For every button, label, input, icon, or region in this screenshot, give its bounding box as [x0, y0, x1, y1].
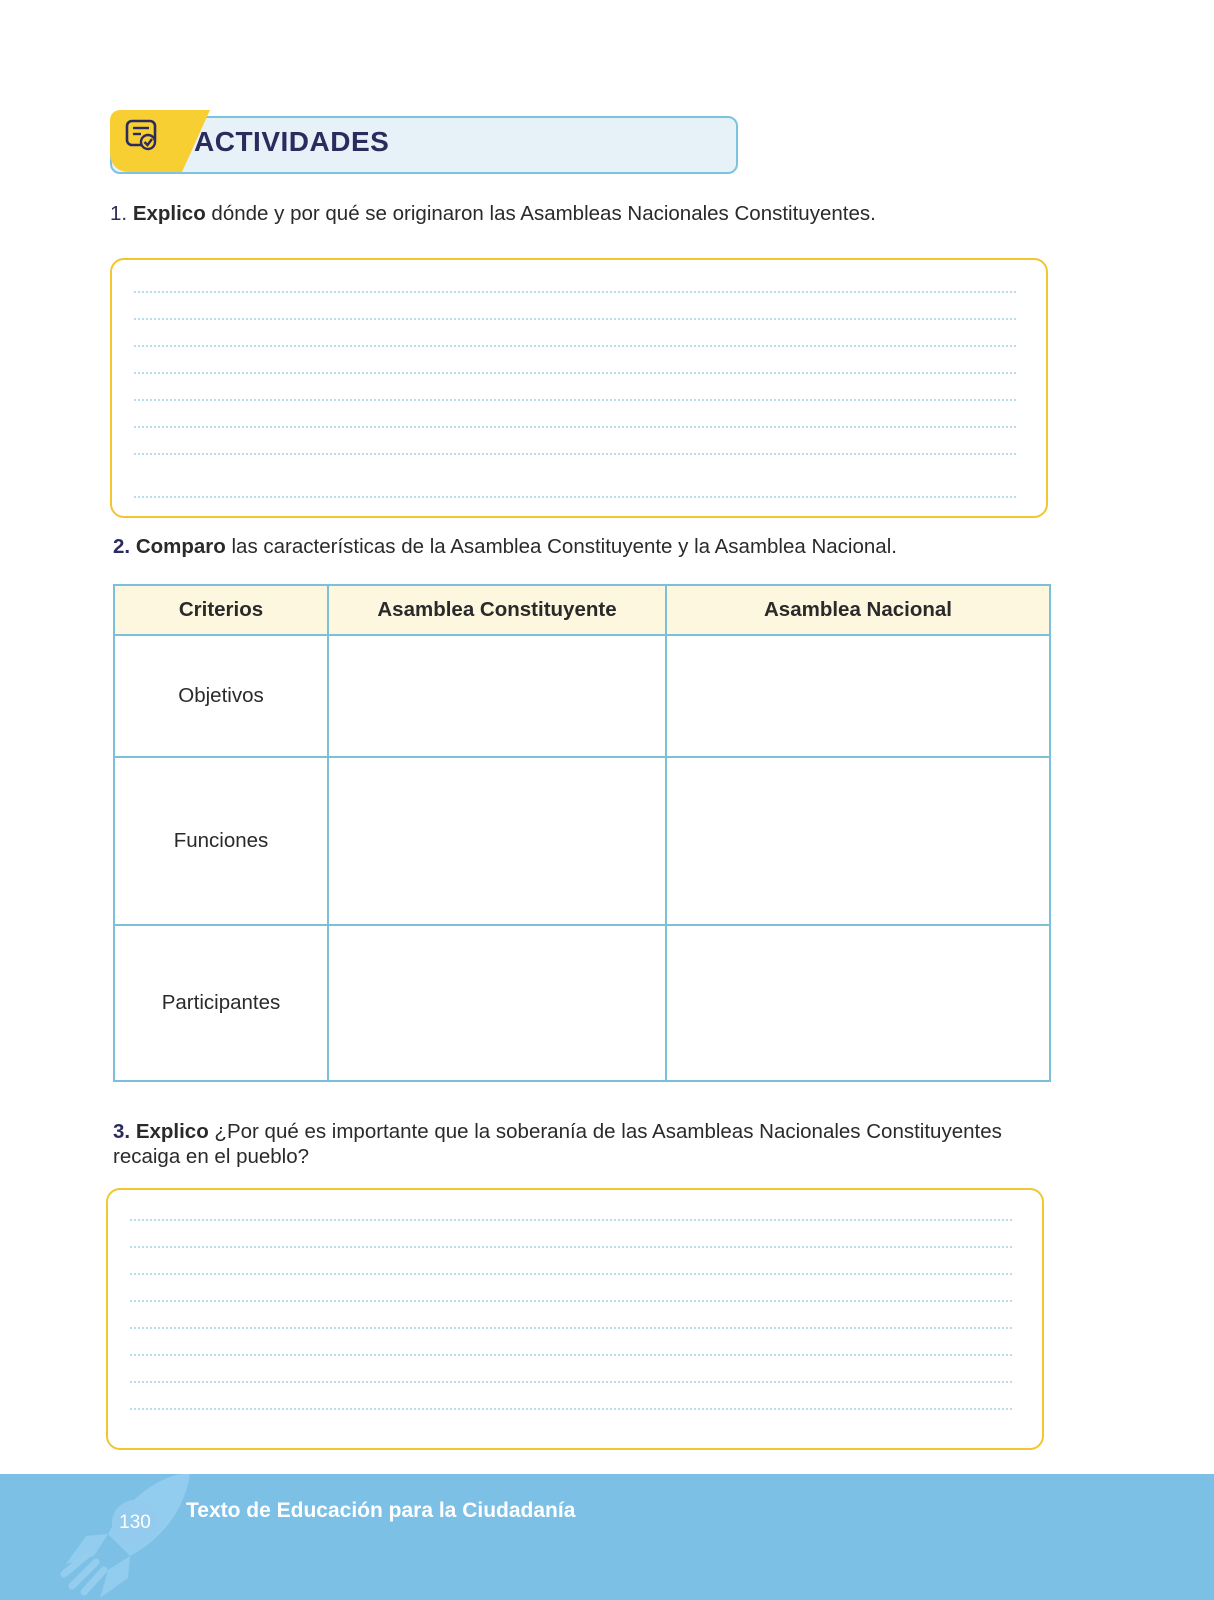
writing-line: [134, 453, 1016, 455]
writing-line: [134, 345, 1016, 347]
answer-cell[interactable]: [666, 635, 1050, 757]
writing-line: [134, 496, 1016, 498]
section-title: ACTIVIDADES: [194, 126, 390, 157]
criteria-cell: Objetivos: [114, 635, 328, 757]
answer-box-1[interactable]: [110, 258, 1048, 518]
criteria-cell: Funciones: [114, 757, 328, 925]
writing-line: [130, 1408, 1012, 1410]
table-row: [114, 757, 1050, 925]
checklist-icon: [124, 118, 160, 152]
question-number: 3.: [113, 1120, 131, 1143]
question-number: 2.: [113, 535, 131, 558]
answer-cell[interactable]: [328, 757, 666, 925]
question-verb: Explico: [132, 202, 206, 225]
comparison-table: [113, 584, 1051, 1082]
book-title: Texto de Educación para la Ciudadanía: [186, 1499, 576, 1522]
question-1: [110, 201, 1110, 226]
question-verb: Explico: [135, 1120, 209, 1143]
answer-box-3[interactable]: [106, 1188, 1044, 1450]
question-number: 1.: [110, 202, 128, 225]
writing-line: [134, 399, 1016, 401]
answer-cell[interactable]: [666, 925, 1050, 1081]
answer-cell[interactable]: [328, 925, 666, 1081]
writing-line: [130, 1246, 1012, 1248]
writing-line: [130, 1219, 1012, 1221]
column-header: Asamblea Nacional: [666, 585, 1050, 635]
question-2: [113, 534, 1113, 559]
table-row: [114, 635, 1050, 757]
writing-line: [134, 318, 1016, 320]
criteria-cell: Participantes: [114, 925, 328, 1081]
table-row: [114, 925, 1050, 1081]
writing-line: [130, 1381, 1012, 1383]
question-3: [113, 1119, 1073, 1169]
table-header-row: [114, 585, 1050, 635]
page-number: 130: [112, 1500, 158, 1546]
writing-line: [134, 426, 1016, 428]
question-verb: Comparo: [135, 535, 226, 558]
question-text: las características de la Asamblea Constituyente y la Asamblea Nacional.: [225, 535, 897, 558]
writing-line: [130, 1273, 1012, 1275]
column-header: Criterios: [114, 585, 328, 635]
column-header: Asamblea Constituyente: [328, 585, 666, 635]
writing-line: [130, 1327, 1012, 1329]
writing-line: [134, 291, 1016, 293]
writing-line: [130, 1300, 1012, 1302]
question-text: dónde y por qué se originaron las Asambleas Nacionales Constituyentes.: [205, 202, 876, 225]
writing-line: [130, 1354, 1012, 1356]
answer-cell[interactable]: [328, 635, 666, 757]
question-text: ¿Por qué es importante que la soberanía de las Asambleas Nacionales Constituyentes recaiga en el pueblo?: [113, 1120, 1002, 1168]
writing-line: [134, 372, 1016, 374]
answer-cell[interactable]: [666, 757, 1050, 925]
